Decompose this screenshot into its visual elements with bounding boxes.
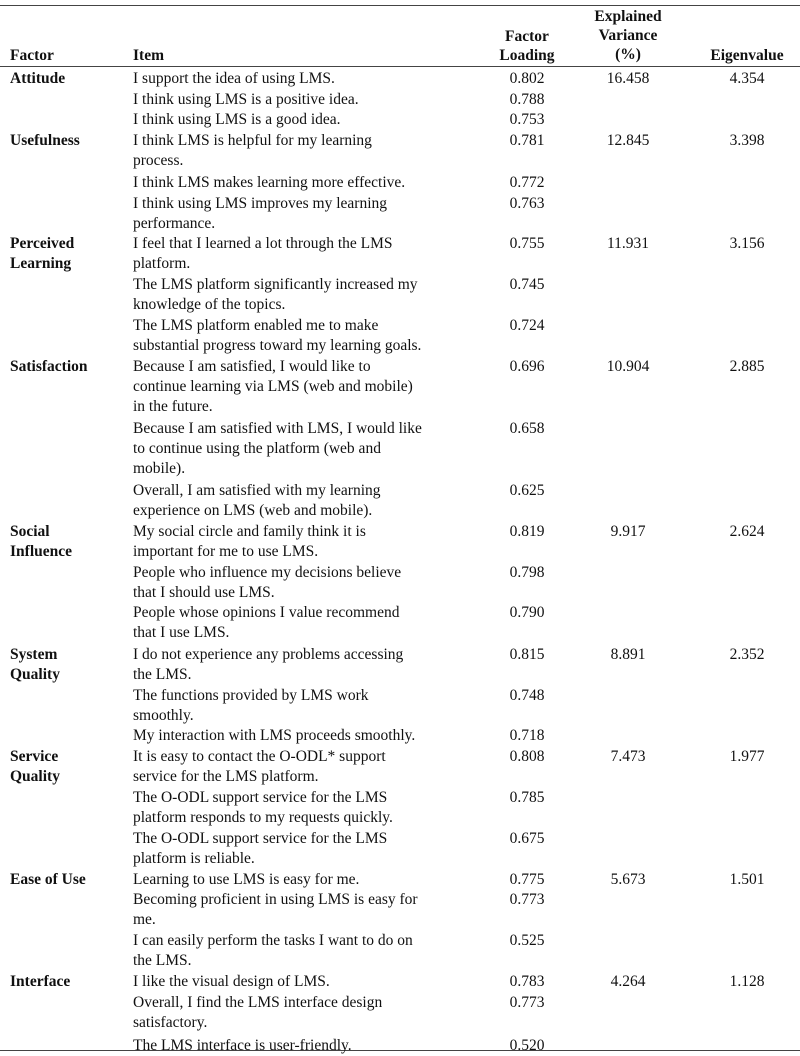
item-text: I like the visual design of LMS.: [133, 973, 330, 990]
explained-variance-value: 9.917: [610, 523, 646, 540]
eigenvalue-value: 2.352: [729, 646, 765, 663]
item-text: It is easy to contact the O-ODL* support service for the LMS platform.: [133, 748, 386, 785]
factor-label: Satisfaction: [10, 358, 88, 375]
header-eigenvalue: Eigenvalue: [710, 47, 784, 64]
factor-loading-value: 0.781: [509, 132, 545, 149]
header-explained-variance: Explained Variance (%): [594, 8, 662, 63]
factor-label: Perceived Learning: [10, 235, 75, 272]
item-text: I do not experience any problems accessing the LMS.: [133, 646, 404, 683]
header-item: Item: [133, 47, 164, 64]
factor-loading-value: 0.775: [509, 871, 545, 888]
eigenvalue-value: 3.398: [729, 132, 765, 149]
factor-label: Service Quality: [10, 748, 60, 785]
factor-loading-value: 0.773: [509, 994, 545, 1011]
factor-loading-value: 0.815: [509, 646, 545, 663]
item-text: I think using LMS is a positive idea.: [133, 91, 359, 108]
factor-loading-value: 0.772: [509, 174, 545, 191]
item-text: My social circle and family think it is important for me to use LMS.: [133, 523, 366, 560]
explained-variance-value: 8.891: [610, 646, 646, 663]
item-text: The O-ODL support service for the LMS platform is reliable.: [133, 830, 388, 867]
explained-variance-value: 11.931: [606, 235, 650, 252]
factor-label: Attitude: [10, 70, 66, 87]
item-text: Overall, I am satisfied with my learning experience on LMS (web and mobile).: [133, 482, 381, 519]
factor-loading-value: 0.625: [509, 482, 545, 499]
eigenvalue-value: 2.624: [729, 523, 765, 540]
explained-variance-value: 5.673: [610, 871, 646, 888]
factor-loading-value: 0.745: [509, 276, 545, 293]
factor-loading-value: 0.773: [509, 891, 545, 908]
item-text: The LMS platform significantly increased my knowledge of the topics.: [133, 276, 418, 313]
table-header-rule: [0, 66, 800, 67]
item-text: I can easily perform the tasks I want to do on the LMS.: [133, 932, 413, 969]
factor-loading-value: 0.798: [509, 564, 545, 581]
header-factor: Factor: [10, 47, 54, 64]
factor-loading-value: 0.790: [509, 604, 545, 621]
item-text: The LMS interface is user-friendly.: [133, 1037, 352, 1054]
explained-variance-value: 12.845: [606, 132, 650, 149]
item-text: I think LMS is helpful for my learning process.: [133, 132, 372, 169]
explained-variance-value: 10.904: [606, 358, 650, 375]
factor-loading-value: 0.788: [509, 91, 545, 108]
factor-label: Social Influence: [10, 523, 72, 560]
factor-loading-value: 0.808: [509, 748, 545, 765]
eigenvalue-value: 1.128: [729, 973, 765, 990]
eigenvalue-value: 3.156: [729, 235, 765, 252]
factor-loading-value: 0.696: [509, 358, 545, 375]
eigenvalue-value: 4.354: [729, 70, 765, 87]
factor-label: Usefulness: [10, 132, 80, 149]
factor-loading-value: 0.525: [509, 932, 545, 949]
factor-loading-value: 0.520: [509, 1037, 545, 1054]
factor-loading-value: 0.802: [509, 70, 545, 87]
factor-loading-value: 0.724: [509, 317, 545, 334]
item-text: I think using LMS improves my learning performance.: [133, 195, 388, 232]
table-top-rule: [0, 5, 800, 6]
item-text: I think LMS makes learning more effective.: [133, 174, 406, 191]
factor-loading-value: 0.763: [509, 195, 545, 212]
item-text: The functions provided by LMS work smoothly.: [133, 687, 369, 724]
item-text: Because I am satisfied, I would like to continue learning via LMS (web and mobile) in the future.: [133, 358, 413, 415]
item-text: My interaction with LMS proceeds smoothly.: [133, 727, 416, 744]
factor-loading-value: 0.718: [509, 727, 545, 744]
factor-label: System Quality: [10, 646, 60, 683]
factor-loading-value: 0.785: [509, 789, 545, 806]
factor-loading-value: 0.748: [509, 687, 545, 704]
factor-loading-value: 0.675: [509, 830, 545, 847]
item-text: Overall, I find the LMS interface design satisfactory.: [133, 994, 383, 1031]
eigenvalue-value: 2.885: [729, 358, 765, 375]
item-text: Becoming proficient in using LMS is easy for me.: [133, 891, 418, 928]
header-factor-loading: Factor Loading: [499, 28, 555, 64]
explained-variance-value: 16.458: [606, 70, 650, 87]
item-text: I support the idea of using LMS.: [133, 70, 335, 87]
factor-loading-value: 0.753: [509, 111, 545, 128]
factor-loading-value: 0.819: [509, 523, 545, 540]
eigenvalue-value: 1.501: [729, 871, 765, 888]
item-text: I think using LMS is a good idea.: [133, 111, 341, 128]
factor-loading-value: 0.658: [509, 420, 545, 437]
eigenvalue-value: 1.977: [729, 748, 765, 765]
explained-variance-value: 4.264: [610, 973, 646, 990]
item-text: Learning to use LMS is easy for me.: [133, 871, 360, 888]
item-text: Because I am satisfied with LMS, I would like to continue using the platform (web and mobile).: [133, 420, 422, 477]
factor-loading-value: 0.783: [509, 973, 545, 990]
explained-variance-value: 7.473: [610, 748, 646, 765]
item-text: The LMS platform enabled me to make substantial progress toward my learning goals.: [133, 317, 422, 354]
item-text: People who influence my decisions believe that I should use LMS.: [133, 564, 402, 601]
item-text: I feel that I learned a lot through the LMS platform.: [133, 235, 393, 272]
item-text: People whose opinions I value recommend that I use LMS.: [133, 604, 400, 641]
factor-label: Interface: [10, 973, 71, 990]
factor-loading-value: 0.755: [509, 235, 545, 252]
item-text: The O-ODL support service for the LMS platform responds to my requests quickly.: [133, 789, 393, 826]
factor-label: Ease of Use: [10, 871, 86, 888]
